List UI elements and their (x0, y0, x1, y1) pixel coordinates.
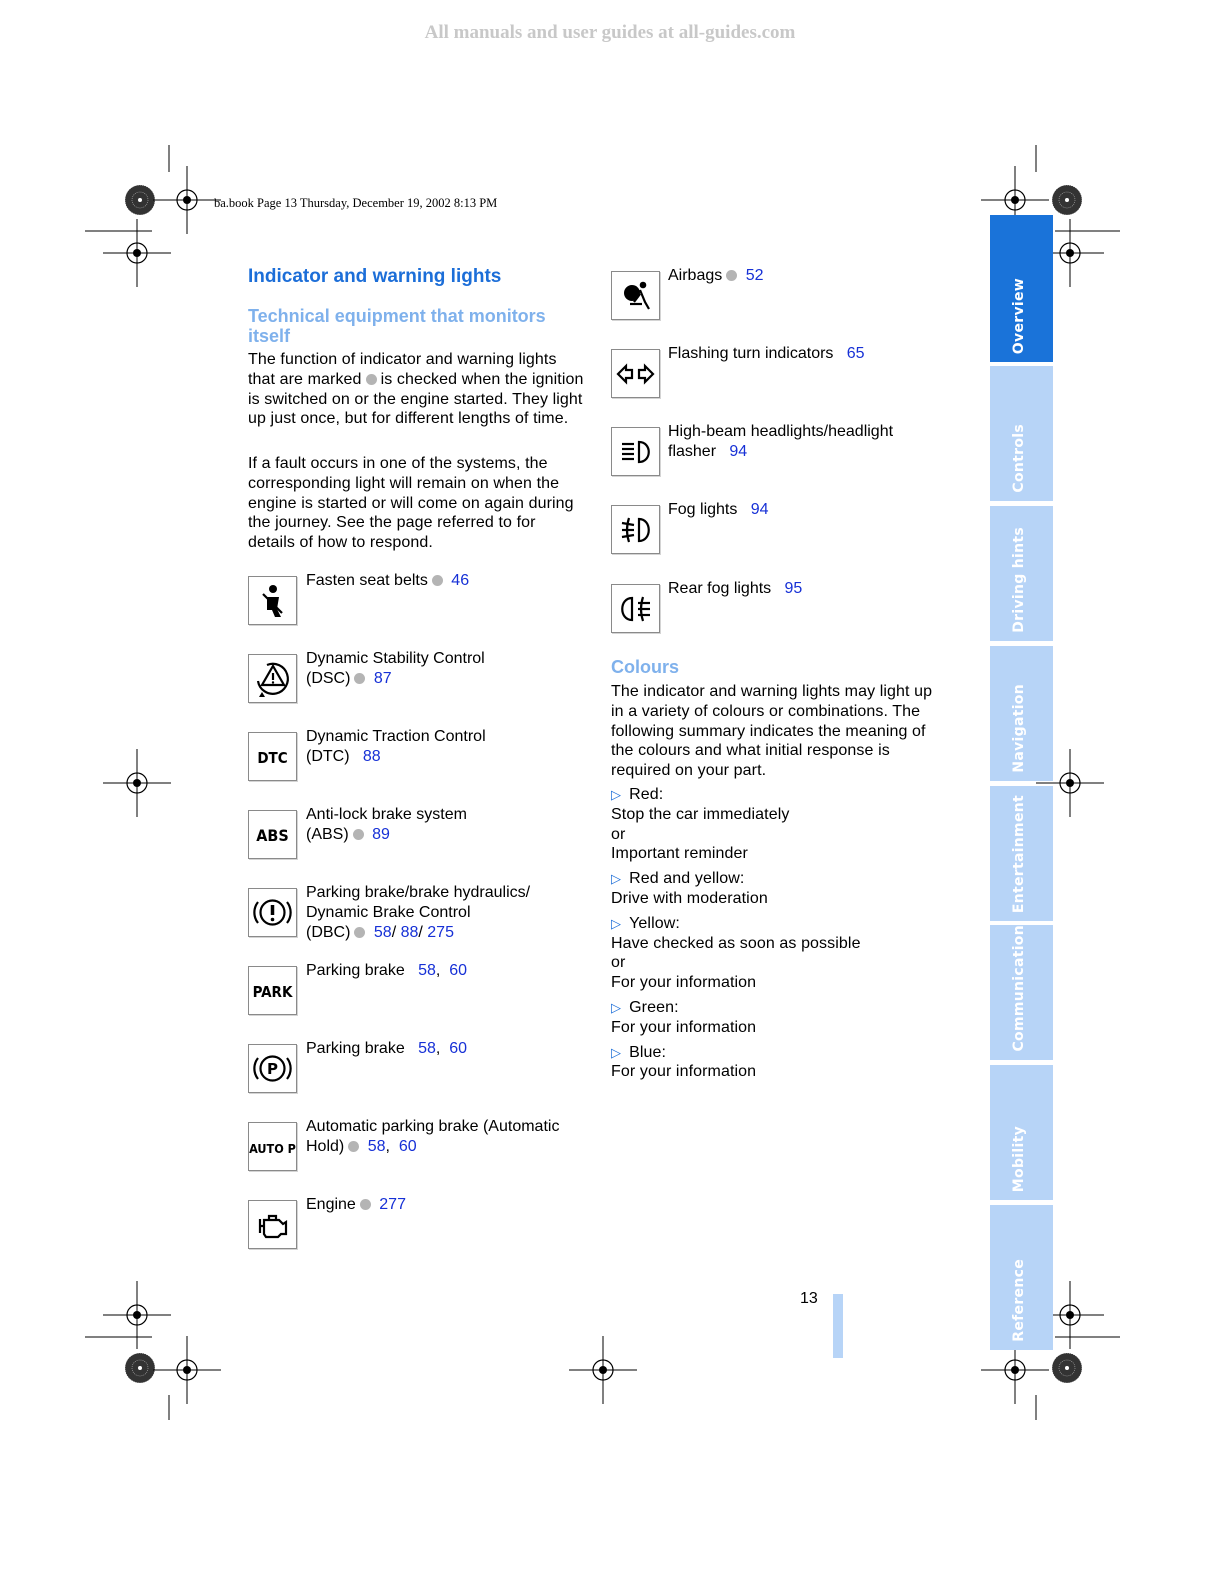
brake-hydraulics-icon (248, 888, 297, 937)
marker-dot-icon (726, 270, 737, 281)
page-reference-link[interactable]: 46 (451, 572, 470, 589)
indicator-entry (306, 1117, 559, 1157)
indicator-entry (306, 727, 486, 767)
rosette-mark (125, 185, 155, 215)
page-reference-link[interactable]: 60 (449, 962, 467, 979)
tab-controls[interactable] (990, 366, 1053, 501)
rear-fog-light-icon-graphic (612, 585, 659, 632)
indicator-label: Fasten seat belts 46 (306, 572, 470, 589)
brake-hydraulics-icon-graphic (249, 889, 296, 936)
indicator-entry (668, 422, 893, 462)
park-icon (248, 966, 297, 1015)
colour-meaning: Have checked as soon as possible (611, 934, 861, 952)
triangle-bullet-icon: ▷ (611, 1044, 622, 1060)
fault-paragraph: If a fault occurs in one of the systems, the corresponding light will remain on when the engine is started or will come on again during the journey. See the page referred to for details of how to respond. (248, 455, 574, 552)
indicator-label: Airbags 52 (668, 267, 764, 284)
rosette-mark (125, 1353, 155, 1383)
indicator-label: Parking brake 58, 60 (306, 962, 467, 979)
colour-item (611, 914, 861, 993)
indicator-entry (306, 1039, 467, 1059)
page-reference-link[interactable]: 60 (449, 1040, 467, 1057)
colour-meaning: or (611, 825, 626, 843)
page-reference-link[interactable]: 58 (418, 1040, 436, 1057)
seat-belt-icon (248, 576, 297, 625)
icon-label: AUTO P (249, 1141, 296, 1156)
indicator-label: Dynamic Traction Control (306, 728, 486, 745)
abs-icon (248, 810, 297, 859)
dtc-icon-graphic (249, 733, 296, 780)
fog-light-icon (611, 505, 660, 554)
page-reference-link[interactable]: 58 (373, 923, 392, 941)
indicator-entry (306, 883, 530, 942)
indicator-entry (306, 1195, 406, 1215)
page-reference-link[interactable]: 275 (427, 923, 454, 941)
indicator-entry (306, 571, 469, 591)
colour-meaning: Important reminder (611, 845, 748, 863)
tab-label: Overview (1011, 277, 1027, 354)
indicator-label: Fog lights 94 (668, 501, 769, 518)
auto-p-icon (248, 1122, 297, 1171)
colour-name: ▷ Yellow: (611, 914, 680, 932)
engine-icon-graphic (249, 1201, 296, 1248)
high-beam-icon-graphic (612, 428, 659, 475)
indicator-label: Parking brake/brake hydraulics/ (306, 884, 531, 901)
parking-p-icon-graphic (249, 1045, 296, 1092)
seat-belt-icon-graphic (249, 577, 296, 624)
tab-label: Entertainment (1011, 794, 1027, 913)
tab-mobility[interactable] (990, 1065, 1053, 1200)
auto-p-icon-graphic (249, 1123, 296, 1170)
marker-dot-icon (353, 829, 364, 840)
indicator-entry (306, 649, 485, 689)
page-reference-link[interactable]: 94 (750, 501, 769, 518)
rosette-mark (1052, 185, 1082, 215)
rear-fog-light-icon (611, 584, 660, 633)
colour-meaning: For your information (611, 1018, 757, 1036)
colour-item (611, 785, 789, 864)
page-reference-link[interactable]: 88 (400, 923, 419, 941)
page-reference-link[interactable]: 58 (367, 1137, 386, 1155)
intro-paragraph (248, 350, 584, 429)
marker-dot-icon (432, 575, 443, 586)
colours-heading: Colours (611, 657, 680, 677)
intro-text: The function of indicator and warning lights that are marked (248, 351, 557, 388)
tab-label: Controls (1011, 424, 1027, 493)
icon-label: DTC (257, 749, 288, 767)
indicator-label: (DTC) 88 (306, 747, 381, 765)
triangle-bullet-icon: ▷ (611, 915, 622, 931)
page-reference-link[interactable]: 60 (398, 1137, 417, 1155)
tab-driving-hints[interactable] (990, 506, 1053, 641)
colour-meaning: For your information (611, 1063, 757, 1081)
colour-name: ▷ Red: (611, 786, 664, 803)
marker-dot-icon (366, 374, 377, 385)
page-reference-link[interactable]: 65 (846, 345, 865, 362)
triangle-bullet-icon: ▷ (611, 787, 622, 802)
page-reference-link[interactable]: 58 (418, 962, 436, 979)
tab-entertainment[interactable] (990, 786, 1053, 921)
icon-label: ABS (256, 826, 289, 845)
tab-label: Driving hints (1011, 527, 1027, 633)
marker-dot-icon (360, 1199, 371, 1210)
indicator-label: Dynamic Stability Control (306, 650, 485, 667)
airbag-icon-graphic (612, 272, 659, 319)
marker-dot-icon (348, 1141, 359, 1152)
indicator-entry (668, 266, 764, 286)
svg-text:P: P (267, 1060, 278, 1078)
indicator-label: Anti-lock brake system (306, 806, 467, 823)
colour-meaning: Stop the car immediately (611, 805, 790, 823)
tab-label: Reference (1011, 1259, 1027, 1342)
indicator-entry (668, 344, 865, 364)
abs-icon-graphic (249, 811, 296, 858)
tab-label: Navigation (1011, 684, 1027, 773)
intro-text-tail: is checked when the ignition is switched on or the engine started. They light up just once, but for different lengths of time. (248, 370, 584, 428)
indicator-label: Automatic parking brake (Automatic (306, 1118, 560, 1135)
airbag-icon (611, 271, 660, 320)
page-reference-link[interactable]: 52 (745, 267, 764, 284)
page-reference-link[interactable]: 89 (372, 825, 390, 843)
engine-icon (248, 1200, 297, 1249)
triangle-bullet-icon: ▷ (611, 871, 622, 887)
triangle-bullet-icon: ▷ (611, 1000, 622, 1015)
indicator-label: (ABS) 89 (306, 825, 390, 843)
page-reference-link[interactable]: 88 (362, 747, 381, 765)
fog-light-icon-graphic (612, 506, 659, 553)
page-reference-link[interactable]: 94 (729, 442, 748, 460)
tab-label: Mobility (1011, 1125, 1027, 1192)
rosette-mark (1052, 1353, 1082, 1383)
marker-dot-icon (354, 673, 365, 684)
colour-item (611, 998, 756, 1038)
page-marker-bar (833, 1294, 843, 1358)
marker-dot-icon (354, 927, 365, 938)
tab-label: Communication (1011, 925, 1027, 1052)
page-title: Indicator and warning lights (248, 266, 502, 287)
section-heading-technical-equipment: Technical equipment that monitors itself (248, 306, 546, 346)
colour-name: ▷ Blue: (611, 1043, 667, 1061)
page-number: 13 (800, 1290, 818, 1307)
book-info: ba.book Page 13 Thursday, December 19, 2002 8:13 PM (214, 196, 498, 210)
page-reference-link[interactable]: 277 (379, 1196, 406, 1213)
colour-name: ▷ Green: (611, 999, 679, 1016)
tab-navigation[interactable] (990, 646, 1053, 781)
indicator-entry (306, 961, 467, 981)
turn-indicator-icon-graphic (612, 350, 659, 397)
tab-reference[interactable] (990, 1205, 1053, 1350)
indicator-entry (306, 805, 467, 845)
indicator-label: Engine 277 (306, 1196, 406, 1213)
indicator-entry (668, 500, 769, 520)
tab-communication[interactable] (990, 925, 1053, 1060)
colour-name: ▷ Red and yellow: (611, 870, 745, 888)
page-reference-link[interactable]: 87 (373, 669, 392, 687)
indicator-entry (668, 579, 802, 599)
colour-meaning: or (611, 954, 626, 972)
colours-intro: The indicator and warning lights may light up in a variety of colours or combinations. The following summary indicates the meaning of the colours and what initial response is required on your part. (611, 683, 933, 780)
high-beam-icon (611, 427, 660, 476)
park-icon-graphic (249, 967, 296, 1014)
dsc-triangle-icon (248, 654, 297, 703)
turn-indicator-icon (611, 349, 660, 398)
colour-item (611, 869, 768, 909)
parking-p-icon (248, 1044, 297, 1093)
indicator-label: Dynamic Brake Control (306, 903, 471, 921)
dtc-icon (248, 732, 297, 781)
indicator-label: High-beam headlights/headlight (668, 423, 894, 440)
icon-label: PARK (252, 983, 293, 1001)
indicator-label: Flashing turn indicators 65 (668, 345, 865, 362)
tab-overview[interactable] (990, 215, 1053, 362)
dsc-triangle-icon-graphic (249, 655, 296, 702)
indicator-label: (DSC) 87 (306, 669, 392, 687)
indicator-label: Hold) 58, 60 (306, 1137, 417, 1155)
colour-meaning: Drive with moderation (611, 889, 768, 907)
indicator-label: (DBC) 58/ 88/ 275 (306, 923, 454, 941)
page-reference-link[interactable]: 95 (784, 580, 803, 597)
indicator-label: Parking brake 58, 60 (306, 1040, 467, 1057)
indicator-label: Rear fog lights 95 (668, 580, 803, 597)
watermark: All manuals and user guides at all-guides.com (424, 22, 796, 43)
indicator-label: flasher 94 (668, 442, 748, 460)
colour-meaning: For your information (611, 974, 757, 992)
colour-item (611, 1043, 756, 1083)
